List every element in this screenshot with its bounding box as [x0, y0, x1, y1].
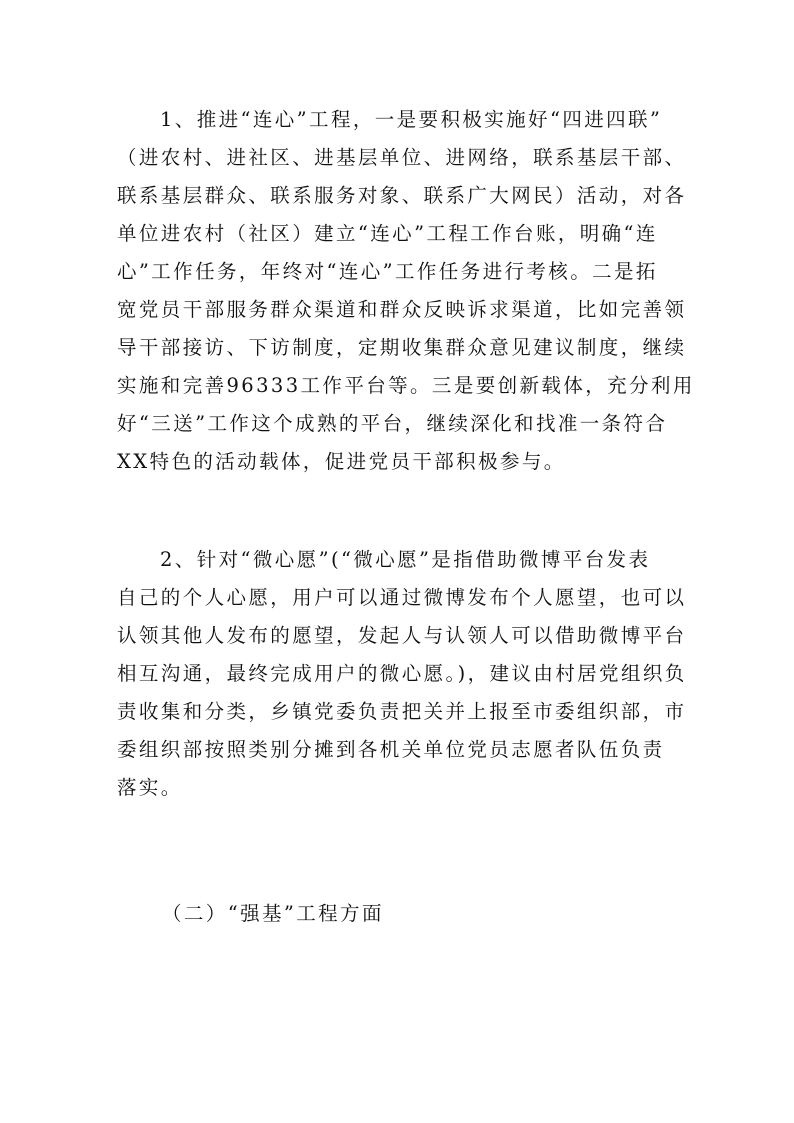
paragraph-2-line-1: 2、针对“微心愿”(“微心愿”是指借助微博平台发表: [160, 548, 651, 571]
paragraph-1-line-4: 单位进农村（社区）建立“连心”工程工作台账，明确“连: [117, 222, 658, 245]
paragraph-1-line-6: 宽党员干部服务群众渠道和群众反映诉求渠道，比如完善领: [117, 298, 687, 321]
paragraph-1-line-10: XX特色的活动载体，促进党员干部积极参与。: [117, 450, 566, 473]
paragraph-1-line-7: 导干部接访、下访制度，定期收集群众意见建议制度，继续: [117, 336, 687, 359]
paragraph-1-line-9: 好“三送”工作这个成熟的平台，继续深化和找准一条符合: [117, 412, 668, 435]
paragraph-2-line-5: 责收集和分类，乡镇党委负责把关并上报至市委组织部，市: [117, 700, 687, 723]
paragraph-1-line-1: 1、推进“连心”工程，一是要积极实施好“四进四联”: [160, 108, 663, 131]
paragraph-1-line-3: 联系基层群众、联系服务对象、联系广大网民）活动，对各: [117, 184, 687, 207]
paragraph-2-line-3: 认领其他人发布的愿望，发起人与认领人可以借助微博平台: [117, 624, 687, 647]
paragraph-2-line-4: 相互沟通，最终完成用户的微心愿。)，建议由村居党组织负: [117, 662, 687, 685]
section-heading: （二）“强基”工程方面: [162, 902, 384, 925]
paragraph-1-line-8: 实施和完善96333工作平台等。三是要创新载体，充分利用: [117, 374, 695, 397]
paragraph-1-line-2: （进农村、进社区、进基层单位、进网络，联系基层干部、: [117, 146, 687, 169]
paragraph-2-line-2: 自己的个人心愿，用户可以通过微博发布个人愿望，也可以: [117, 586, 687, 609]
paragraph-2-line-6: 委组织部按照类别分摊到各机关单位党员志愿者队伍负责: [117, 738, 665, 761]
paragraph-1-line-5: 心”工作任务，年终对“连心”工作任务进行考核。二是拓: [117, 260, 658, 283]
paragraph-2-line-7: 落实。: [117, 776, 183, 799]
